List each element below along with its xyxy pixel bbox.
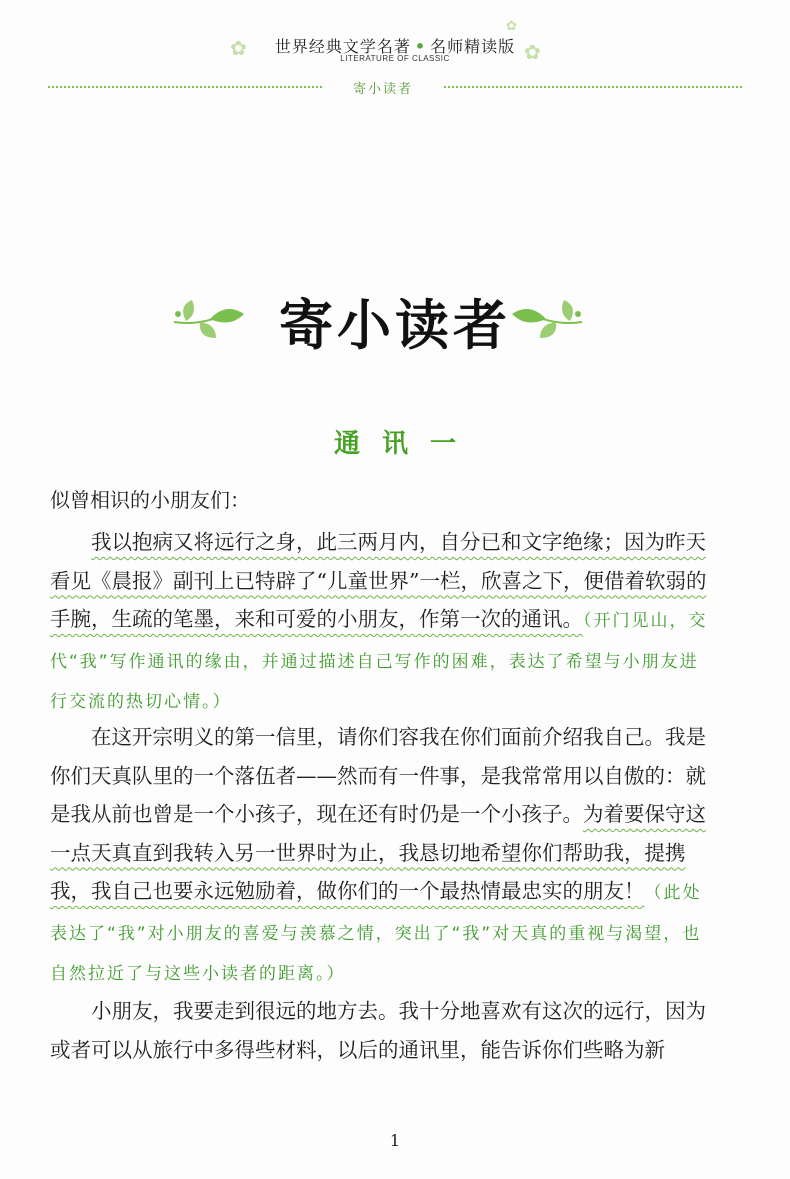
leaf-ornament-right-icon bbox=[508, 292, 586, 342]
header-divider-right bbox=[444, 86, 742, 88]
running-section-label: 寄小读者 bbox=[352, 82, 413, 97]
paragraph-1 bbox=[50, 523, 710, 722]
bullet-dot-icon: • bbox=[414, 37, 427, 56]
header-divider-left bbox=[48, 86, 322, 88]
paragraph-1-text: 我以抱病又将远行之身，此三两月内，自分已和文字绝缘；因为昨天看见《晨报》副刊上已特辟了“儿童世界”一栏，欣喜之下，便借着软弱的手腕，生疏的笔墨，来和可爱的小朋友，作第一次的通讯。 bbox=[50, 530, 707, 631]
series-name: 世界经典文学名著 bbox=[274, 37, 411, 56]
salutation: 似曾相识的小朋友们： bbox=[50, 488, 250, 512]
chapter-subtitle: 通讯一 bbox=[333, 429, 478, 459]
paragraph-2-highlight: 为着要保守这一点天真直到我转入另一世界时为止，我恳切地希望你们帮助我，提携我，我自己也要永远勉励着，做你们的一个最热情最忠实的朋友！ bbox=[50, 802, 706, 903]
series-subtitle: LITERATURE OF CLASSIC bbox=[340, 54, 450, 63]
flower-ornament-icon: ✿ bbox=[506, 19, 517, 34]
paragraph-2 bbox=[50, 718, 710, 994]
paragraph-2-text: 在这开宗明义的第一信里，请你们容我在你们面前介绍我自己。我是你们天真队里的一个落伍者——然而有一件事，是我常常用以自傲的：就是我从前也曾是一个小孩子，现在还有时仍是一个小孩子。 bbox=[50, 725, 706, 826]
annotation-2: （此处表达了“我”对小朋友的喜爱与羡慕之情，突出了“我”对天真的重视与渴望，也自然拉近了与这些小读者的距离。） bbox=[50, 883, 702, 984]
edition-label: 名师精读版 bbox=[430, 37, 516, 56]
flower-ornament-icon: ✿ bbox=[230, 36, 247, 60]
chapter-title: 寄小读者 bbox=[279, 293, 511, 357]
page-number: 1 bbox=[389, 1131, 401, 1150]
paragraph-3-text: 小朋友，我要走到很远的地方去。我十分地喜欢有这次的远行，因为或者可以从旅行中多得些材料，以后的通讯里，能告诉你们些略为新 bbox=[50, 999, 706, 1062]
paragraph-3 bbox=[50, 992, 710, 1069]
flower-ornament-icon: ✿ bbox=[524, 40, 541, 64]
annotation-1: （开门见山，交代“我”写作通讯的缘由，并通过描述自己写作的困难，表达了希望与小朋友进行交流的热切心情。） bbox=[50, 611, 708, 712]
